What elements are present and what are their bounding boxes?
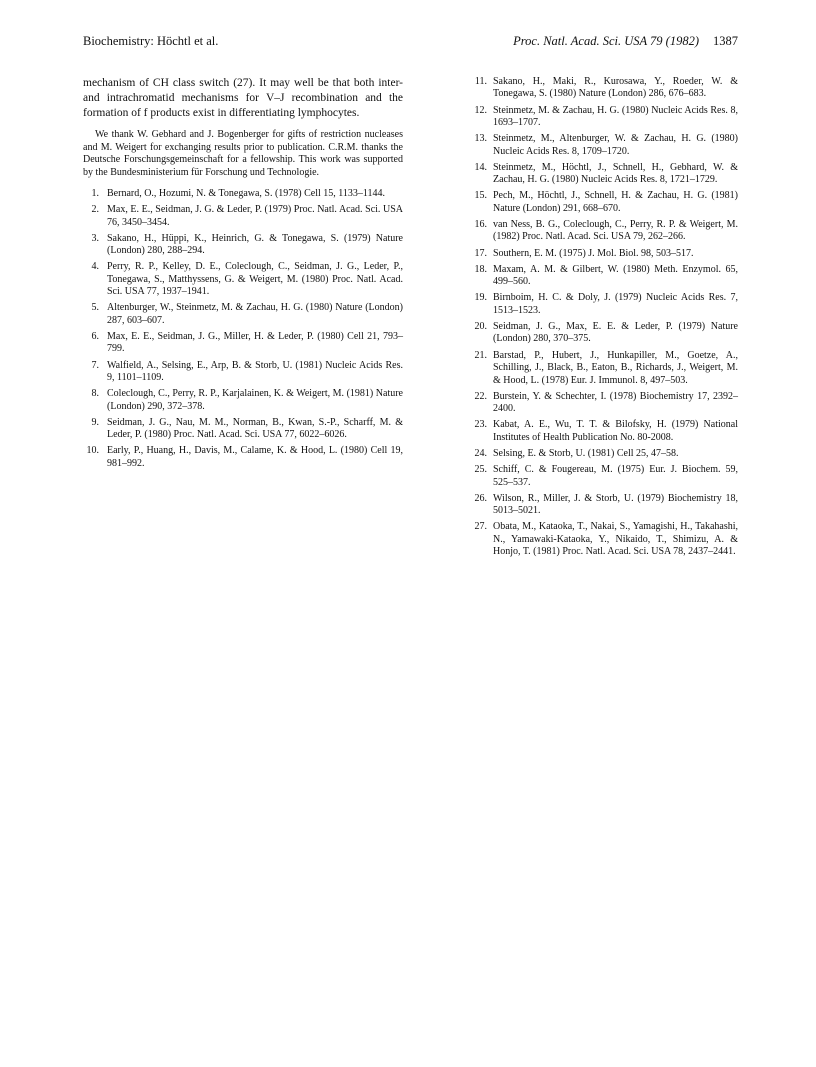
body-paragraph: mechanism of CH class switch (27). It may well be that both inter- and intrachromatid mechanisms for V–J recombination and the formation of f products exist in differentiating lymphocytes. bbox=[83, 77, 403, 119]
acknowledgment-paragraph: We thank W. Gebhard and J. Bogenberger for gifts of restriction nucleases and M. Weigert for exchanging results prior to publication. C.R.M. thanks the Deutsche Forschungsgemeinschaft for a fellowship. This work was supported by the Bundesministerium für Forschung und Technologie. bbox=[83, 129, 403, 178]
reference-text: Obata, M., Kataoka, T., Nakai, S., Yamagishi, H., Takahashi, N., Yamawaki-Kataoka, Y., Nikaido, T., Shimizu, A. & Honjo, T. (1981) Proc. Natl. Acad. Sci. USA 78, 2437–2441. bbox=[493, 521, 738, 558]
reference-number: 18. bbox=[474, 263, 487, 275]
reference-number: 26. bbox=[474, 492, 487, 504]
journal-citation: Proc. Natl. Acad. Sci. USA 79 (1982) bbox=[513, 34, 699, 48]
reference-item bbox=[471, 219, 738, 244]
reference-item bbox=[471, 521, 738, 558]
reference-number: 15. bbox=[474, 190, 487, 202]
reference-item bbox=[471, 105, 738, 130]
reference-text: Altenburger, W., Steinmetz, M. & Zachau, H. G. (1980) Nature (London) 287, 603–607. bbox=[107, 302, 403, 326]
reference-number: 10. bbox=[86, 445, 99, 457]
reference-item bbox=[83, 445, 403, 470]
reference-item bbox=[83, 388, 403, 413]
reference-text: Bernard, O., Hozumi, N. & Tonegawa, S. (1978) Cell 15, 1133–1144. bbox=[107, 188, 386, 199]
reference-item bbox=[471, 493, 738, 518]
page-number: 1387 bbox=[713, 34, 738, 48]
reference-text: Schiff, C. & Fougereau, M. (1975) Eur. J. Biochem. 59, 525–537. bbox=[493, 464, 738, 488]
reference-item bbox=[471, 391, 738, 416]
reference-text: Selsing, E. & Storb, U. (1981) Cell 25, 47–58. bbox=[493, 447, 679, 459]
reference-number: 4. bbox=[91, 261, 99, 273]
reference-number: 1. bbox=[91, 188, 99, 199]
running-header-authors: Biochemistry: Höchtl et al. bbox=[83, 34, 219, 48]
reference-number: 8. bbox=[91, 388, 99, 400]
reference-item bbox=[83, 360, 403, 385]
reference-number: 23. bbox=[474, 419, 487, 431]
reference-item bbox=[471, 321, 738, 346]
reference-list-left bbox=[83, 188, 403, 470]
reference-text: Walfield, A., Selsing, E., Arp, B. & Storb, U. (1981) Nucleic Acids Res. 9, 1101–1109. bbox=[107, 359, 403, 384]
reference-text: Sakano, H., Hüppi, K., Heinrich, G. & Tonegawa, S. (1979) Nature (London) 280, 288–294. bbox=[107, 232, 403, 257]
reference-text: Max, E. E., Seidman, J. G. & Leder, P. (1979) Proc. Natl. Acad. Sci. USA 76, 3450–3454. bbox=[107, 204, 403, 228]
reference-number: 9. bbox=[91, 416, 99, 428]
reference-item bbox=[83, 233, 403, 258]
reference-item bbox=[471, 292, 738, 317]
reference-number: 13. bbox=[474, 133, 487, 145]
reference-text: Perry, R. P., Kelley, D. E., Coleclough, C., Seidman, J. G., Leder, P., Tonegawa, S., Matthyssens, G. & Weigert, M. (1980) Proc. Natl. Acad. Sci. USA 77, 1937–1941. bbox=[107, 261, 403, 298]
reference-item bbox=[471, 133, 738, 158]
reference-text: Birnboim, H. C. & Doly, J. (1979) Nucleic Acids Res. 7, 1513–1523. bbox=[493, 292, 738, 316]
left-column bbox=[83, 76, 403, 474]
reference-number: 16. bbox=[474, 219, 487, 231]
reference-text: Steinmetz, M. & Zachau, H. G. (1980) Nucleic Acids Res. 8, 1693–1707. bbox=[493, 104, 738, 129]
reference-item bbox=[471, 419, 738, 444]
reference-number: 6. bbox=[91, 331, 99, 343]
reference-text: Max, E. E., Seidman, J. G., Miller, H. & Leder, P. (1980) Cell 21, 793–799. bbox=[107, 331, 403, 355]
reference-item bbox=[83, 188, 403, 200]
reference-item bbox=[471, 464, 738, 489]
reference-item bbox=[83, 204, 403, 229]
running-header-citation bbox=[513, 34, 738, 49]
reference-number: 22. bbox=[474, 390, 487, 402]
reference-item bbox=[471, 448, 738, 460]
reference-item bbox=[83, 331, 403, 356]
reference-text: Steinmetz, M., Höchtl, J., Schnell, H., Gebhard, W. & Zachau, H. G. (1980) Nucleic Acids Res. 8, 1721–1729. bbox=[493, 161, 738, 186]
reference-number: 24. bbox=[474, 447, 487, 459]
reference-number: 25. bbox=[474, 464, 487, 476]
right-column bbox=[471, 76, 738, 562]
reference-item bbox=[471, 76, 738, 101]
reference-text: Maxam, A. M. & Gilbert, W. (1980) Meth. Enzymol. 65, 499–560. bbox=[493, 263, 738, 288]
reference-number: 19. bbox=[474, 292, 487, 304]
reference-text: Pech, M., Höchtl, J., Schnell, H. & Zachau, H. G. (1981) Nature (London) 291, 668–670. bbox=[493, 190, 738, 214]
reference-number: 21. bbox=[474, 349, 487, 361]
reference-number: 14. bbox=[474, 161, 487, 173]
reference-number: 17. bbox=[474, 247, 487, 259]
reference-text: Sakano, H., Maki, R., Kurosawa, Y., Roeder, W. & Tonegawa, S. (1980) Nature (London) 286, 676–683. bbox=[493, 76, 738, 100]
reference-number: 20. bbox=[474, 321, 487, 333]
reference-text: Barstad, P., Hubert, J., Hunkapiller, M., Goetze, A., Schilling, J., Black, B., Eaton, B., Richards, J., Weigert, M. & Hood, L. (1978) Eur. J. Immunol. 8, 497–503. bbox=[493, 349, 738, 386]
reference-text: Steinmetz, M., Altenburger, W. & Zachau, H. G. (1980) Nucleic Acids Res. 8, 1709–1720. bbox=[493, 133, 738, 157]
reference-text: Burstein, Y. & Schechter, I. (1978) Biochemistry 17, 2392–2400. bbox=[493, 390, 738, 415]
reference-number: 3. bbox=[91, 232, 99, 244]
reference-number: 12. bbox=[474, 104, 487, 116]
reference-item bbox=[471, 248, 738, 260]
reference-item bbox=[471, 264, 738, 289]
reference-list-right bbox=[471, 76, 738, 559]
reference-number: 5. bbox=[91, 302, 99, 314]
reference-text: Wilson, R., Miller, J. & Storb, U. (1979) Biochemistry 18, 5013–5021. bbox=[493, 492, 738, 517]
reference-text: Kabat, A. E., Wu, T. T. & Bilofsky, H. (1979) National Institutes of Health Publication No. 80-2008. bbox=[493, 419, 738, 443]
reference-text: Southern, E. M. (1975) J. Mol. Biol. 98, 503–517. bbox=[493, 247, 694, 259]
reference-item bbox=[471, 162, 738, 187]
reference-item bbox=[83, 302, 403, 327]
reference-item bbox=[471, 350, 738, 387]
reference-text: Seidman, J. G., Max, E. E. & Leder, P. (1979) Nature (London) 280, 370–375. bbox=[493, 321, 738, 345]
reference-text: Seidman, J. G., Nau, M. M., Norman, B., Kwan, S.-P., Scharff, M. & Leder, P. (1980) Proc. Natl. Acad. Sci. USA 77, 6022–6026. bbox=[107, 416, 403, 441]
reference-number: 2. bbox=[91, 204, 99, 216]
reference-number: 11. bbox=[474, 76, 487, 87]
reference-item bbox=[83, 417, 403, 442]
reference-text: van Ness, B. G., Coleclough, C., Perry, R. P. & Weigert, M. (1982) Proc. Natl. Acad. Sci. USA 79, 262–266. bbox=[493, 219, 738, 243]
running-header bbox=[83, 34, 738, 52]
reference-text: Coleclough, C., Perry, R. P., Karjalainen, K. & Weigert, M. (1981) Nature (London) 290, 372–378. bbox=[107, 388, 403, 412]
reference-item bbox=[471, 190, 738, 215]
reference-item bbox=[83, 261, 403, 298]
reference-number: 7. bbox=[91, 359, 99, 371]
reference-number: 27. bbox=[474, 521, 487, 533]
reference-text: Early, P., Huang, H., Davis, M., Calame, K. & Hood, L. (1980) Cell 19, 981–992. bbox=[107, 445, 403, 469]
